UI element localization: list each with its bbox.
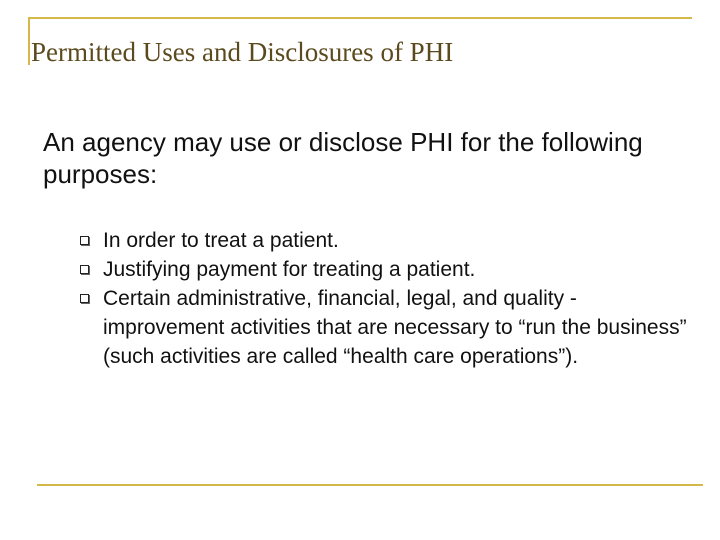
slide-title: Permitted Uses and Disclosures of PHI	[31, 37, 454, 67]
bullet-text: Justifying payment for treating a patient.	[103, 258, 476, 281]
square-bullet-icon	[80, 236, 89, 245]
square-bullet-icon	[80, 294, 89, 303]
top-rule	[28, 17, 692, 19]
list-item	[78, 226, 698, 255]
bottom-rule	[37, 484, 703, 486]
list-item	[78, 284, 698, 371]
bullet-text: In order to treat a patient.	[103, 229, 339, 252]
square-bullet-icon	[80, 265, 89, 274]
list-item	[78, 255, 698, 284]
bullet-text: Certain administrative, financial, legal, and quality -improvement activities that are necessary to “run the business” (such activities are called “health care operations”).	[103, 287, 687, 368]
bullet-list	[78, 226, 698, 371]
left-rule	[28, 17, 30, 65]
intro-text: An agency may use or disclose PHI for the following purposes:	[43, 127, 643, 189]
